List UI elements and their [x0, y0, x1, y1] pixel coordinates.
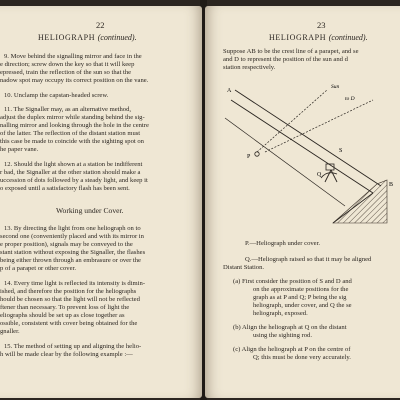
section-heading: Working under Cover. — [56, 206, 124, 215]
item-a-line: (a) First consider the position of S and D and — [233, 278, 352, 285]
para-13-line: p of a parapet or other cover. — [0, 265, 76, 272]
label-p: P — [247, 154, 251, 160]
item-a-line: heliograph, exposed. — [253, 310, 308, 317]
para-9-line: nadow spot may occupy its correct position on the vane. — [0, 77, 149, 84]
right-title-text: HELIOGRAPH — [269, 33, 327, 42]
para-15-line: 15. The method of setting up and aligning the helio- — [4, 343, 142, 350]
para-14-line: hould be chosen so that the light will not be reflected — [0, 296, 140, 303]
para-14-line: eliographs should be set up as close together as — [0, 312, 125, 319]
para-14-line: 14. Every time light is reflected its intensity is dimin- — [4, 280, 146, 287]
label-a: A — [227, 88, 232, 94]
right-title-suffix: (continued). — [328, 33, 368, 42]
to-d-ray-line — [265, 100, 373, 152]
para-9-line: e direction; screw down the key so that it will keep — [0, 61, 135, 68]
heliograph-q-figure — [321, 164, 337, 182]
para-11-line: he paper vane. — [0, 146, 39, 153]
para-11-line: this case be made to coincide with the sighting spot on — [0, 138, 144, 145]
item-b-line: (b) Align the heliograph at Q on the distant — [233, 324, 347, 331]
para-15-line: h will be made clear by the following example :— — [0, 351, 133, 358]
para-12-line: r bad, the Signaller at the other station should make a — [0, 169, 141, 176]
item-c-line: Q; this must be done very accurately. — [253, 354, 351, 361]
para-13-line: 13. By directing the light from one heliograph on to — [4, 225, 141, 232]
para-10: 10. Unclamp the capstan-headed screw. — [4, 92, 109, 99]
para-12-line: uccession of dots followed by a steady light, and keep it — [0, 177, 148, 184]
para-11-line: of the latter. The reflection of the distant station must — [0, 130, 141, 137]
label-s: S — [339, 148, 343, 154]
caption-p: P.—Heliograph under cover. — [245, 240, 321, 247]
para-14-line: gnaller. — [0, 328, 20, 335]
para-13-line: e proper position), signals may be conveyed to the — [0, 241, 133, 248]
para-14-line: ftener than necessary. To prevent loss of light the — [0, 304, 130, 311]
parapet-inner-line — [231, 100, 373, 193]
intro-line: and D to represent the position of the sun and d — [223, 56, 348, 63]
left-page-number: 22 — [96, 20, 105, 30]
item-c-line: (c) Align the heliograph at P on the centre of — [233, 346, 351, 353]
heliograph-p-mark — [255, 152, 259, 156]
para-14-line: ossible, consistent with cover being obtained for the — [0, 320, 138, 327]
left-page-title — [38, 33, 137, 42]
right-page — [205, 6, 400, 398]
para-14-line: ished, and therefore the position for the heliographs — [0, 288, 137, 295]
parapet-base-line — [225, 118, 345, 206]
item-a-line: graph as at P and Q; P being the sig — [253, 294, 347, 301]
para-11-line: 11. The Signaller may, as an alternative method, — [4, 106, 132, 113]
para-13-line: stant station without exposing the Signaller, the flashes — [0, 249, 146, 256]
right-page-number: 23 — [317, 20, 326, 30]
crest-line — [235, 90, 381, 186]
para-9-line: 9. Move behind the signalling mirror and face in the — [4, 53, 142, 60]
para-11-line: nalling mirror and looking through the hole in the centre — [0, 122, 149, 129]
caption-q-line: Distant Station. — [223, 264, 265, 271]
item-a-line: heliograph, under cover, and Q the se — [253, 302, 352, 309]
caption-q-line: Q.—Heliograph raised so that it may be aligned — [245, 256, 372, 263]
item-a-line: on the approximate positions for the — [253, 286, 349, 293]
label-b: B — [389, 182, 394, 188]
left-page — [0, 6, 202, 398]
sun-ray-line — [257, 90, 327, 152]
right-page-title — [269, 33, 368, 42]
intro-line: station respectively. — [223, 64, 276, 71]
para-13-line: being either thrown through an embrasure or over the — [0, 257, 141, 264]
left-title-suffix: (continued). — [97, 33, 137, 42]
intro-line: Suppose AB to be the crest line of a parapet, and se — [223, 48, 359, 55]
label-sun: Sun — [331, 84, 340, 90]
para-9-line: epressed, train the reflection of the sun so that the — [0, 69, 132, 76]
label-q: Q — [317, 172, 322, 178]
para-13-line: second one (conveniently placed and with its mirror in — [0, 233, 144, 240]
para-12-line: o exposed until a satisfactory flash has been sent. — [0, 185, 130, 192]
parapet-diagram — [205, 78, 400, 228]
para-11-line: adjust the duplex mirror while standing behind the sig- — [0, 114, 145, 121]
left-title-text: HELIOGRAPH — [38, 33, 96, 42]
para-12-line: 12. Should the light shown at a station be indifferent — [4, 161, 143, 168]
item-b-line: using the sighting rod. — [253, 332, 312, 339]
label-to-d: to D — [345, 96, 355, 102]
